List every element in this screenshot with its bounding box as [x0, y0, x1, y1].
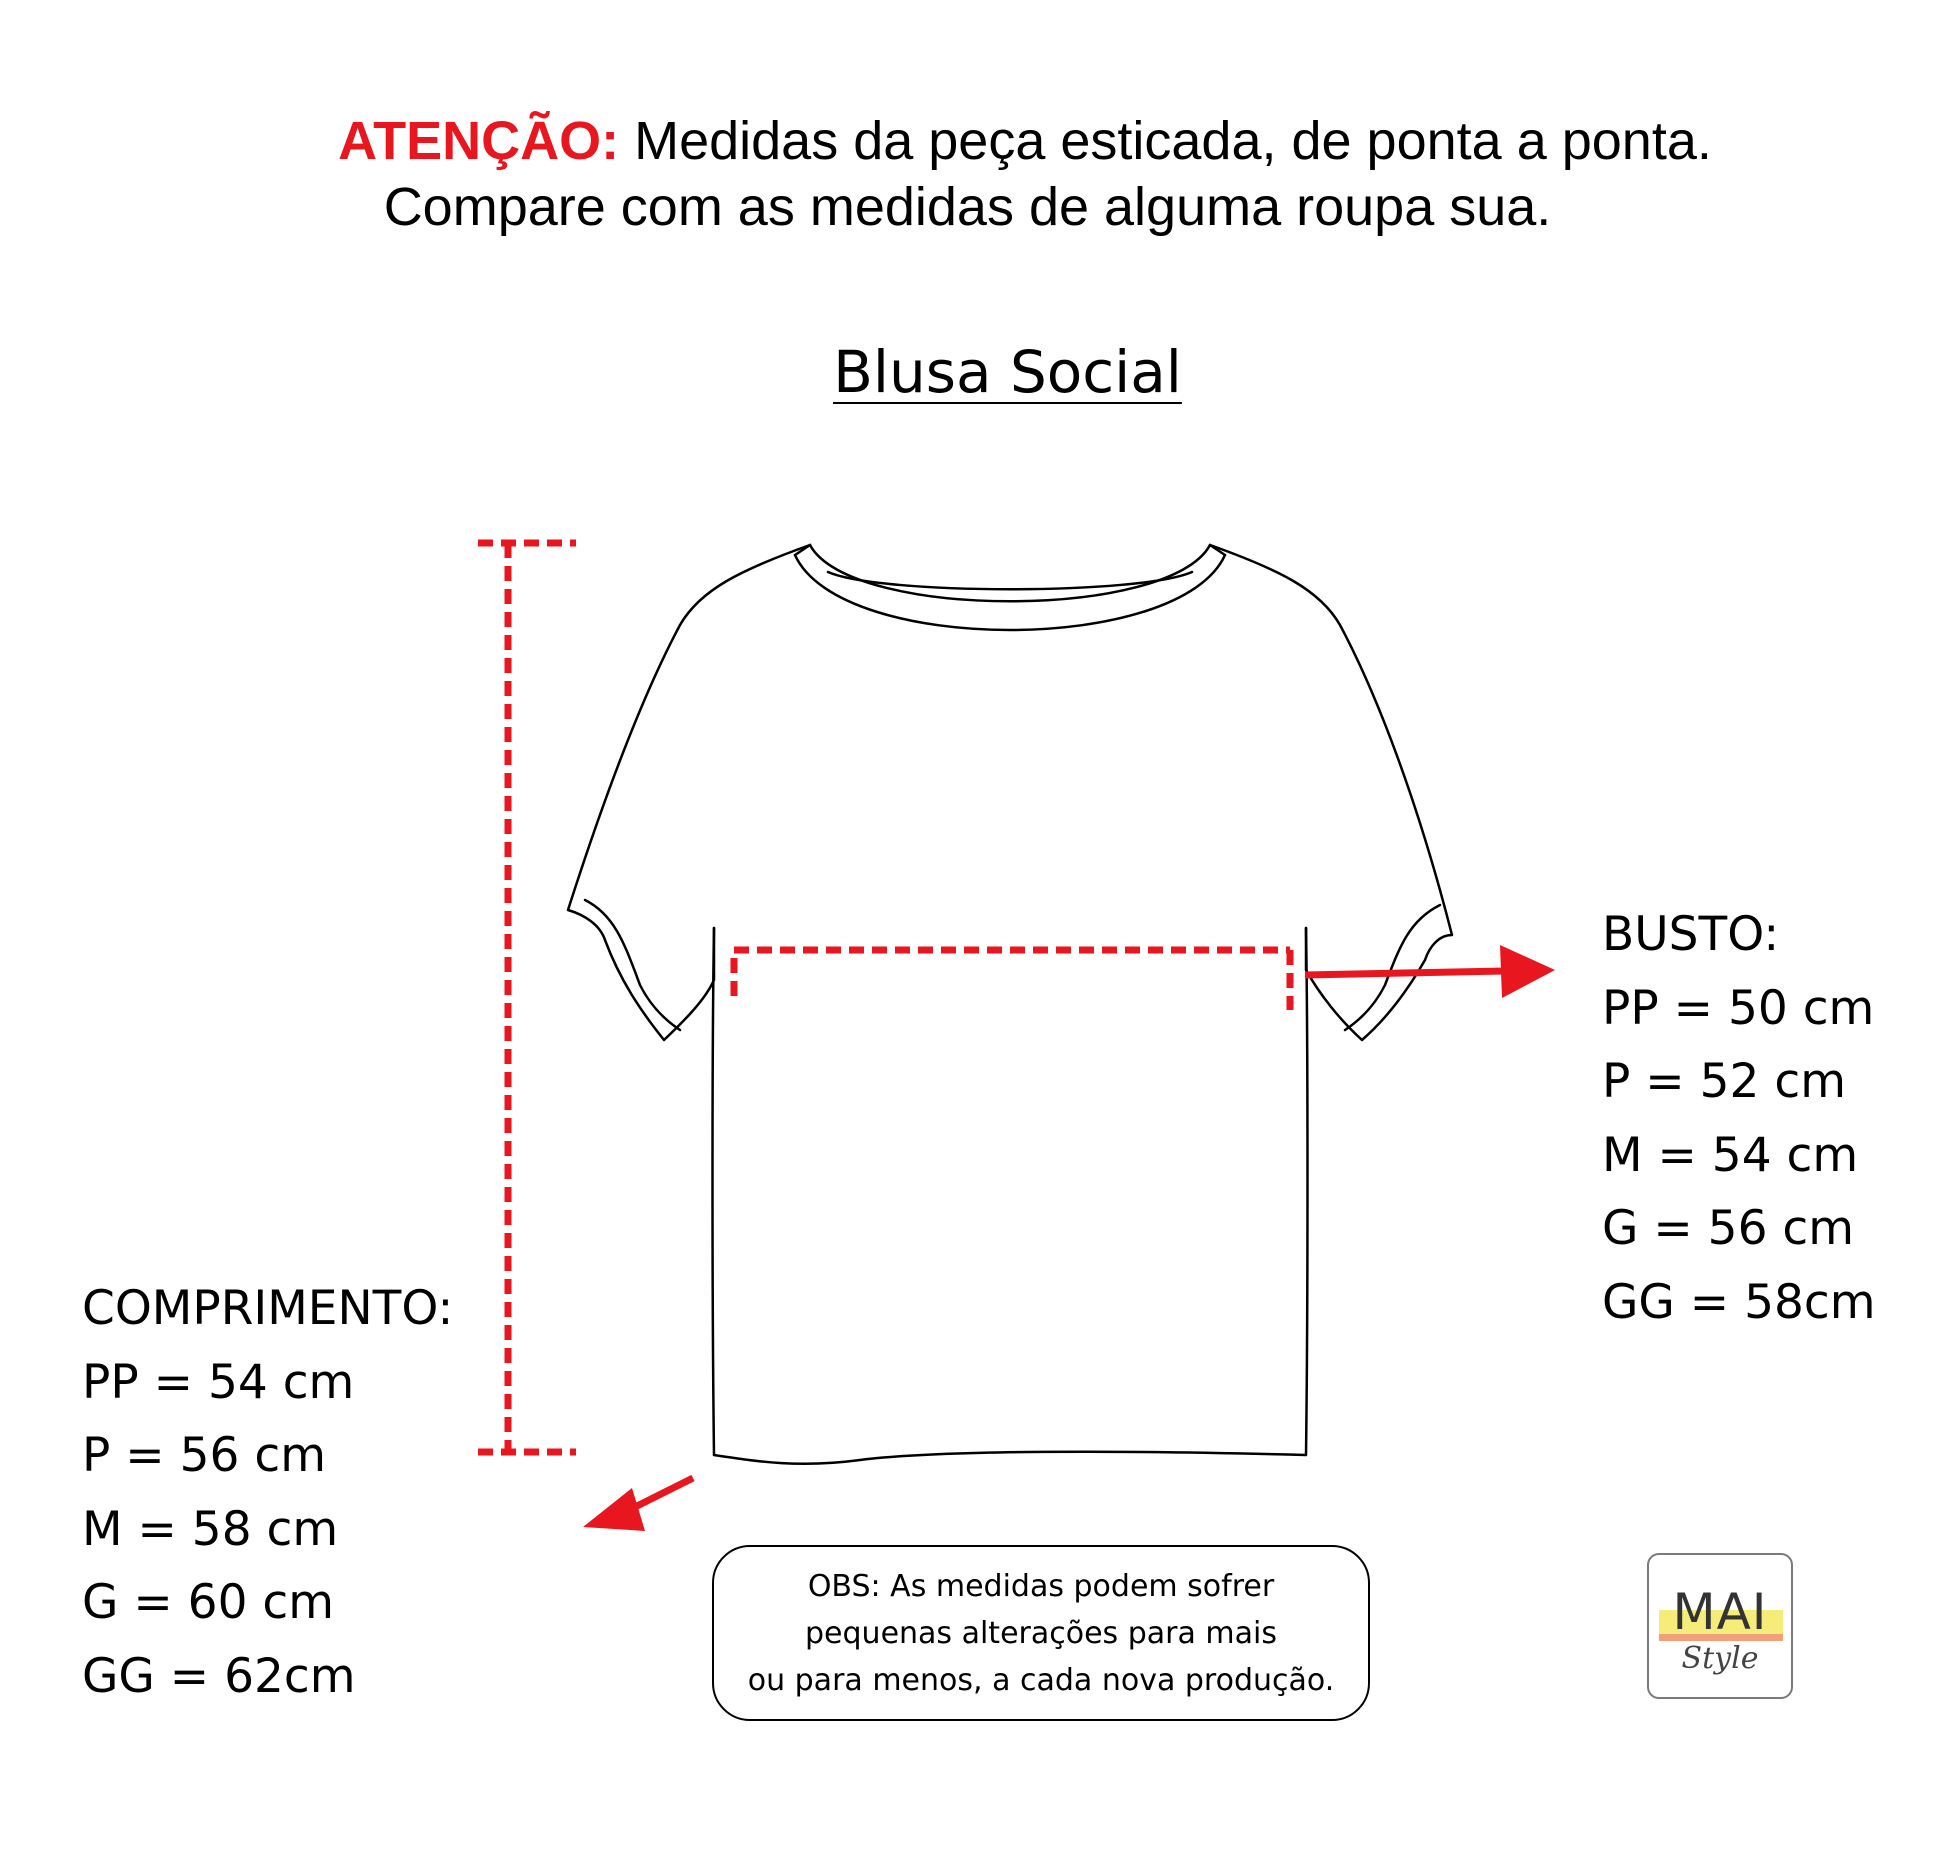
observation-note	[712, 1545, 1370, 1721]
bust-size-p: P = 52 cm	[1602, 1054, 1846, 1109]
arrow-right-icon	[1305, 945, 1555, 998]
obs-line-3: ou para menos, a cada nova produção.	[747, 1662, 1335, 1698]
product-title: Blusa Social	[833, 338, 1182, 406]
shirt-outline	[568, 545, 1452, 1464]
bust-size-pp: PP = 50 cm	[1602, 980, 1875, 1036]
bust-size-m: M = 54 cm	[1602, 1127, 1859, 1183]
obs-line-2: pequenas alterações para mais	[805, 1615, 1277, 1651]
length-size-m: M = 58 cm	[82, 1501, 339, 1557]
length-size-g: G = 60 cm	[82, 1575, 335, 1630]
bust-size-gg: GG = 58cm	[1602, 1274, 1876, 1330]
bust-measurements	[1602, 898, 1876, 1339]
length-size-p: P = 56 cm	[82, 1428, 326, 1483]
obs-line-1: OBS: As medidas podem sofrer	[807, 1568, 1275, 1604]
length-size-gg: GG = 62cm	[82, 1648, 356, 1704]
brand-logo	[1647, 1553, 1793, 1699]
notice-text-1: Medidas da peça esticada, de ponta a ponta.	[619, 111, 1712, 171]
length-measure-line	[478, 543, 576, 1452]
bust-size-g: G = 56 cm	[1602, 1201, 1855, 1256]
length-size-pp: PP = 54 cm	[82, 1354, 355, 1410]
logo-sub-text: Style	[1681, 1641, 1759, 1676]
arrow-down-left-icon	[583, 1478, 693, 1531]
bust-measure-line	[734, 950, 1290, 1010]
attention-label: ATENÇÃO:	[338, 111, 620, 171]
length-measurements	[82, 1272, 453, 1713]
bust-heading: BUSTO:	[1602, 907, 1780, 962]
notice-line-2: Compare com as medidas de alguma roupa sua.	[383, 177, 1552, 237]
logo-brand-text: MAI	[1672, 1583, 1768, 1641]
length-heading: COMPRIMENTO:	[82, 1281, 454, 1336]
